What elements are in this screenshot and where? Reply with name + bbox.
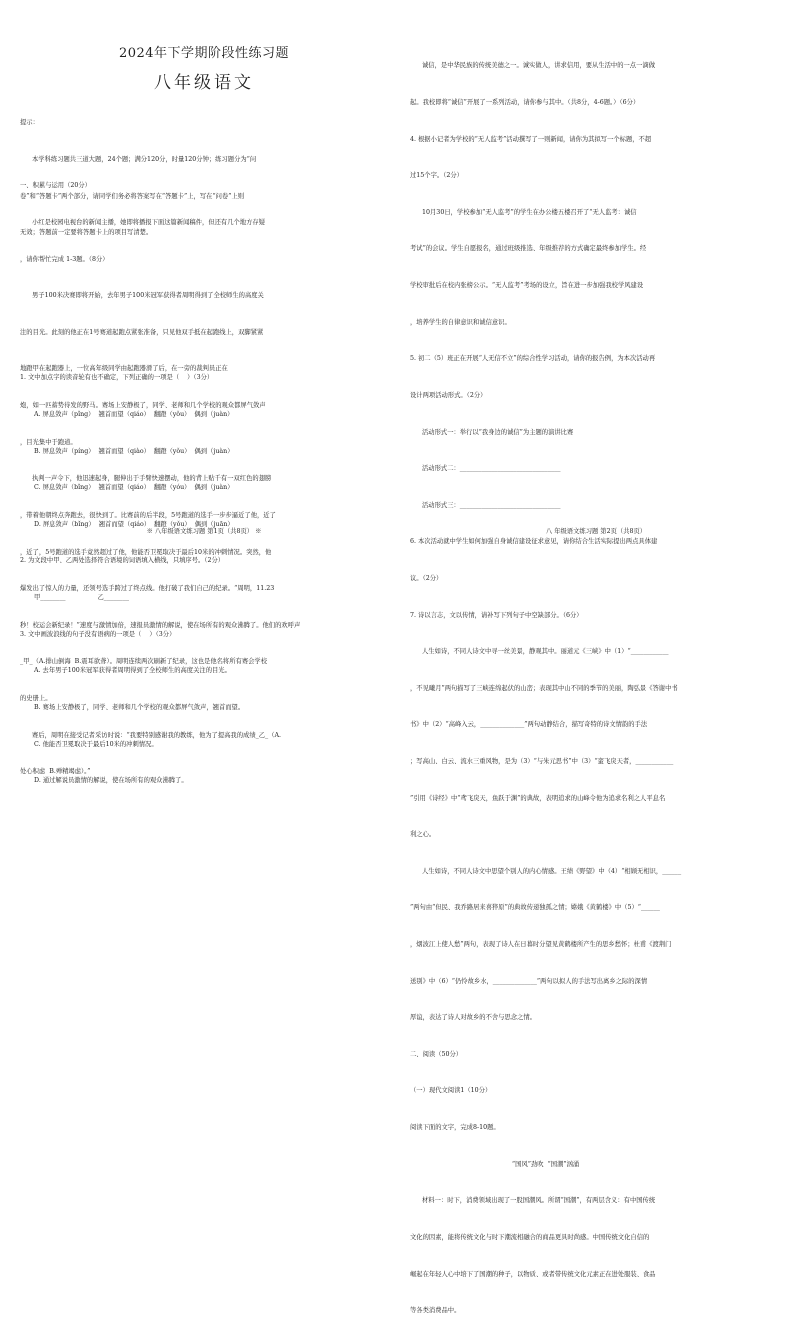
poem-line: 厚谊，表达了诗人对故乡的不舍与思念之情。 xyxy=(410,1014,536,1022)
right-page xyxy=(410,0,782,1315)
passage-line: 处心积虑 B.殚精竭虑）。” xyxy=(20,768,91,776)
text-line: 过15个字。（2分） xyxy=(410,172,463,180)
activity-line: 活动形式一：举行以“我身边的诚信”为主题的演讲比赛 xyxy=(422,428,574,436)
poem-line: ”两句由“但民、我乔路居来喜猝原”的典故传递独孤之情；嫦娥《黄鹤楼》中（5）“______ xyxy=(410,904,660,912)
text-line: 诚信，是中华民族的传统美德之一。诚实做人，讲求信用，要从生活中的一点一滴做 xyxy=(422,62,655,70)
section-title: 二、阅读（50分） xyxy=(410,1050,463,1058)
news-line: 考试”的会议。学生自愿报名，通过班级推选、年级推荐的方式确定最终参加学生。经 xyxy=(410,245,647,253)
passage-line: ，近了，5号跑道的选手竟然超过了他，他能否卫冕取决于最后10米的冲刺情况。突然，他 xyxy=(20,548,272,556)
poem-line: ，不见曦月”两句描写了三峡连绵起伏的山峦；表现其中山不同的季节的美丽，陶弘景《答谢中书 xyxy=(410,684,678,692)
question-text: 3. 文中画波浪线的句子没有语病的一项是（ ）（3分） xyxy=(20,630,176,638)
text-line: 起。我校即将“诚信”开展了一系列活动，请你参与其中。（共8分，4-6题。）（6分） xyxy=(410,99,640,107)
poem-line: 送别》中（6）“仍怜故乡水，______________”两句以拟人的手法写出离乡之际的深情 xyxy=(410,977,648,985)
passage-line: 炮，如一匹蓄势待发的野马。赛场上安静极了，同学、老师和几个学校的观众都屏气敛声 xyxy=(20,402,266,410)
notice-line: 本学科练习题共三道大题，24个题；满分120分，时量120分钟；练习题分为“问 xyxy=(32,156,257,164)
poem-line: 书》中（2）“高峰入云，______________”两句动静结合，描写奇特的诗文情韵的手法 xyxy=(410,721,648,729)
news-line: 学校审批后在校内张榜公示。“无人监考”考场的设立，旨在进一步加强我校学风建设 xyxy=(410,282,644,290)
notice-label: 提示： xyxy=(20,119,39,127)
passage-line: ，带着他朝终点奔跑去，很快到了。比赛前的后半段，5号跑道的选手一步步逼近了他，近了 xyxy=(20,511,276,519)
article-line: 材料一：时下，消费领域出现了一股国潮风。所谓“国潮”，有两层含义：有中国传统 xyxy=(422,1197,656,1205)
question-text: 2. 为文段中甲、乙两处选择符合语境的词语填入横线，只填序号。（2分） xyxy=(20,557,225,565)
article-line: 文化的因素，能将传统文化与时下潮流相融合的商品更具时尚感。中国传统文化自信的 xyxy=(410,1233,650,1241)
question-text: 1. 文中加点字的读音轮有也不确定，下列正确的一项是（ ）（3分） xyxy=(20,374,214,382)
passage-line: 的史册上。 xyxy=(20,694,52,702)
exam-title: 2024年下学期阶段性练习题 xyxy=(118,46,290,61)
activity-line: 活动形式二：________________________________ xyxy=(422,465,561,473)
activity-line: 活动形式三：________________________________ xyxy=(422,501,561,509)
article-line: 崛起在年轻人心中培下了国潮的种子，以物质、或者带传统文化元素正在进处服装、食品 xyxy=(410,1270,656,1278)
passage-line: 男子100米决赛即将开始，去年男子100米冠军获得者周明得到了全校师生的高度关 xyxy=(32,292,264,300)
poem-line: 人生如诗，不同人诗文中寻一丝美景，静观其中。丽道元《三峡》中（1）“____________ xyxy=(422,648,669,656)
news-line: ，培养学生的自律意识和诚信意识。 xyxy=(410,318,511,326)
passage-line: 地蹬甲在起跑器上，一位高年级同学由起跑器滑了后，在一旁的裁判员正在 xyxy=(20,365,228,373)
poem-line: 利之心。 xyxy=(410,831,436,839)
option: A. 去年男子100米冠军获得者周明得到了全校师生的高度关注的目光。 xyxy=(34,667,231,675)
option: D. 屏息敛声（bǐng） 翘首而望（qiáo） 翻蹬（yǒu） 偶到（juān） xyxy=(34,520,234,528)
notice-line: 卷”和“答题卡”两个部分，请同学们务必将答案写在“答题卡”上，写在“问卷”上则 xyxy=(20,192,245,200)
section-title: 一、积累与运用（20分） xyxy=(20,182,91,190)
answer-blanks: 甲________ 乙________ xyxy=(34,594,129,602)
poem-line: 人生如诗，不同人诗文中思望个别人的内心情感。王绩《野望》中（4）“相顾无相识，______ xyxy=(422,867,682,875)
subsection-title: （一）现代文阅读1（10分） xyxy=(410,1087,492,1095)
passage-line: _甲_（A.排山倒海 B.震耳欲聋）。周明连续两次刷新了纪录，这也是他名将所有赛会学校 xyxy=(20,658,268,666)
passage-line: 爆发出了惊人的力量，还领号选手跨过了终点线。他打破了我们自己的纪录。“周明，11.23 xyxy=(20,585,275,593)
passage-line: 赛后，周明在接受记者采访时说：“我要特别感谢我的教练，他为了提高我的成绩_乙_（A. xyxy=(32,731,282,739)
option: B. 赛场上安静极了，同学、老师和几个学校的观众都屏气敛声，翘首而望。 xyxy=(34,703,245,711)
page-footer: 八 年级语文练习题 第2页（共8页） xyxy=(545,528,647,535)
notice-line: 无效；答题前一定要将答题卡上的项目写清楚。 xyxy=(20,229,153,237)
text-line: 议。（2分） xyxy=(410,574,443,582)
text-line: 设计两项活动形式。（2分） xyxy=(410,391,487,399)
passage-line: ，请你帮忙完成 1-3题。（8分） xyxy=(20,255,109,263)
exam-subtitle: 八年级语文 xyxy=(154,73,254,93)
passage-line: 秒！校运会新纪录！”速度与激情加倍，速报员激情的解说，使在场所有的观众沸腾了。他们的欢呼声 xyxy=(20,621,301,629)
left-page xyxy=(20,0,388,785)
right-content xyxy=(410,36,681,1342)
article-line: 等各类消费品中。 xyxy=(410,1307,461,1315)
question-text: 4. 根据小记者为学校的“无人监考”活动撰写了一则新闻，请你为其拟写一个标题，不超 xyxy=(410,135,652,143)
option: C. 他能否卫冕取决于最后10米的冲刺情况。 xyxy=(34,740,158,748)
question-text: 6. 本次活动就中学生如何加强自身诚信建设征求意见，请你结合生活实际提出两点具体建 xyxy=(410,538,658,546)
question-text: 7. 诗以言志，文以传情，请补写下列句子中空缺部分。（6分） xyxy=(410,611,583,619)
option: C. 屏息敛声（bǐng） 翘首而望（qiáo） 翻蹬（yóu） 偶到（juàn） xyxy=(34,484,234,492)
instruction-line: 阅读下面的文字，完成8-10题。 xyxy=(410,1124,500,1132)
option: A. 屏息敛声（pǐng） 翘首而望（qiáo） 翻蹬（yǒu） 偶到（juàn） xyxy=(34,411,234,419)
poem-line: ；写高山、白云、流水三重风物，是为（3）“与朱元思书”中（3）“蛮飞戾天者，____________ xyxy=(410,757,674,765)
passage-line: ，目光集中于跑道。 xyxy=(20,438,77,446)
poem-line: ”引用《诗经》中“鸢飞戾天，鱼跃于渊”的典故，表明追求的山峰令他为追求名利之人平息名 xyxy=(410,794,666,802)
page-footer: ※ 八年级语文练习题 第1页（共8页） ※ xyxy=(146,528,262,535)
passage-line: 小红是校园电视台的新闻主播，她即将播报下面这篇新闻稿件，但还有几个地方存疑 xyxy=(32,219,265,227)
option: D. 通过解说员激情的解说，使在场所有的观众沸腾了。 xyxy=(34,777,188,785)
article-title: “国风”劲吹 “国潮”汹涌 xyxy=(511,1160,580,1168)
question-text: 5. 初二（5）班正在开展“人无信不立”的综合性学习活动，请你的报告例，为本次活动再 xyxy=(410,355,656,363)
question-1 xyxy=(20,348,244,812)
passage-line: 注的目光。此刻的他正在1号赛道起跑点紧张准备，只见他双手抵在起跑线上，双脚紧紧 xyxy=(20,328,264,336)
option: B. 屏息敛声（píng） 翘首而望（qiào） 翻蹬（yǒu） 偶到（juàn） xyxy=(34,447,234,455)
passage-line: 执判一声令下，他迅速起身，腿伸出于手臂快速摆动，他的背上贴千有一双红色的翅膀 xyxy=(32,475,272,483)
news-line: 10月30日，学校参加“无人监考”的学生在办公楼五楼召开了“无人监考：诚信 xyxy=(422,208,637,216)
poem-line: ，烟波江上使人愁”两句，表现了诗人在日暮时分望见黄鹤楼所产生的思乡愁怀；杜甫《渡荆门 xyxy=(410,941,672,949)
